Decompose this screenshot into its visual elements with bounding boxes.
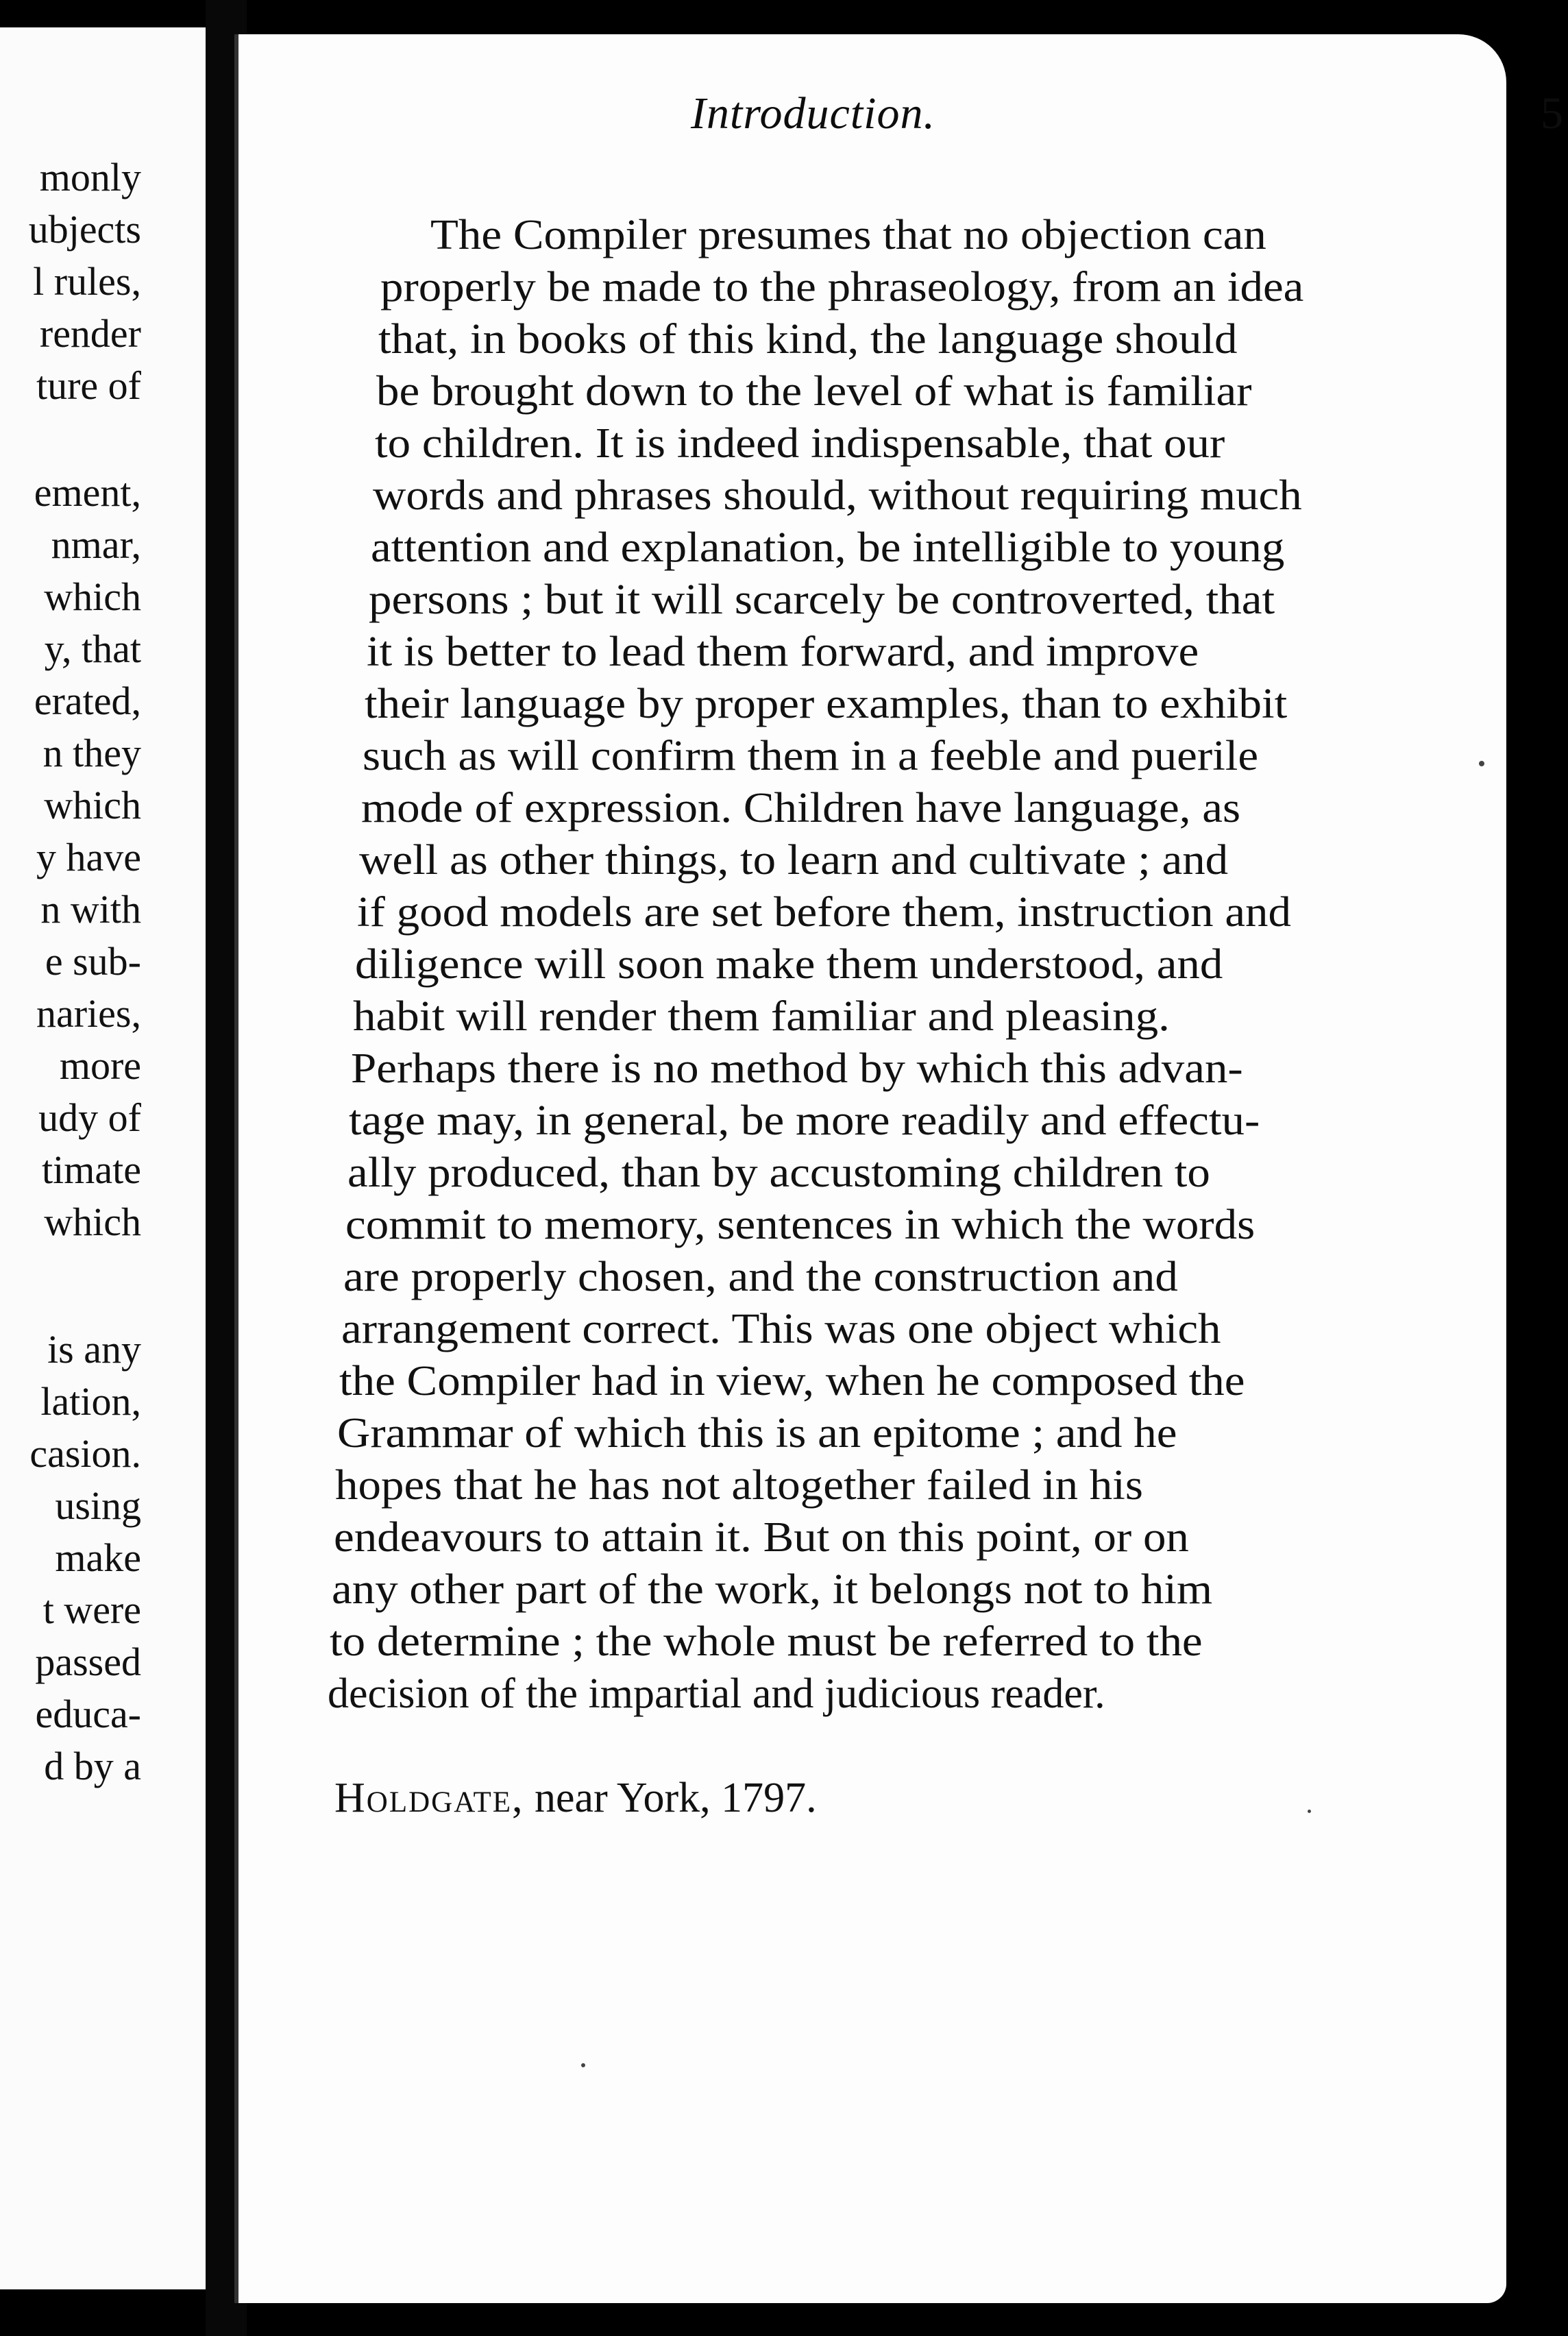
body-text-line: tage may, in general, be more readily and effectu- [349,1097,1260,1144]
body-text-line: persons ; but it will scarcely be controverted, that [369,576,1275,623]
body-text-line: decision of the impartial and judicious reader. [328,1670,1105,1717]
body-text-line: arrangement correct. This was one object which [341,1306,1221,1352]
previous-page-line: which [44,574,141,619]
previous-page-line: more [59,1043,141,1088]
body-text-line: such as will confirm them in a feeble and puerile [363,733,1259,779]
page-number: 5 [1541,88,1563,138]
previous-page-line: naries, [36,991,141,1036]
body-text-line: hopes that he has not altogether failed in his [335,1462,1144,1509]
previous-page-line: timate [42,1147,141,1192]
body-text-line: attention and explanation, be intelligible to young [370,524,1285,571]
previous-page-line: monly [39,155,141,199]
body-text-line: their language by proper examples, than to exhibit [365,681,1288,727]
previous-page-line: lation, [40,1379,141,1424]
previous-page-line: using [55,1483,141,1528]
body-text-line: to children. It is indeed indispensable, that our [374,420,1225,467]
previous-page-line: y have [36,835,141,879]
previous-page-line: make [55,1535,141,1580]
previous-page-line: y, that [44,626,141,671]
previous-page-line: n with [40,887,141,932]
body-text-line: are properly chosen, and the construction and [343,1254,1178,1300]
previous-page-line: which [44,1200,141,1244]
body-text-line: commit to memory, sentences in which the words [345,1202,1255,1248]
previous-page-line: is any [47,1327,141,1372]
body-text-line: endeavours to attain it. But on this point, or on [333,1514,1189,1561]
previous-page-line: ture of [36,363,141,408]
previous-page-line: passed [35,1640,141,1684]
book-page [234,34,1563,2303]
running-head [691,88,1568,156]
signature-place: Holdgate, [334,1775,524,1821]
signature-line [334,1774,817,1823]
body-text-line: to determine ; the whole must be referred to the [329,1618,1203,1665]
paper-speck [1479,761,1484,766]
body-text-line: Perhaps there is no method by which this advan- [351,1045,1244,1092]
previous-page-line: casion. [29,1431,141,1476]
previous-page-line: nmar, [51,522,141,567]
body-text-line: it is better to lead them forward, and improve [367,629,1199,675]
body-text-line: Grammar of which this is an epitome ; and he [337,1410,1177,1457]
body-text-line: that, in books of this kind, the language should [378,316,1238,363]
body-text-line: diligence will soon make them understood, and [355,941,1223,988]
previous-page-line: t were [42,1587,141,1632]
previous-page-line: e sub- [45,939,141,984]
body-text-line: The Compiler presumes that no objection can [430,212,1266,258]
previous-page-line: which [44,783,141,827]
paper-speck [581,2063,585,2067]
previous-page-line: render [39,311,141,356]
previous-page-line: l rules, [33,259,141,304]
body-text-line: mode of expression. Children have language, as [360,785,1240,831]
body-text-line: ally produced, than by accustoming children to [347,1149,1210,1196]
body-text-line: properly be made to the phraseology, from an idea [380,264,1304,311]
signature-date: near York, 1797. [535,1775,817,1821]
previous-page-line: ubjects [28,207,141,252]
body-text-line: habit will render them familiar and pleasing. [353,993,1171,1040]
paper-speck [1308,1810,1311,1813]
previous-page-line: udy of [38,1095,141,1140]
body-text-line: be brought down to the level of what is familiar [376,368,1252,415]
body-text-line: well as other things, to learn and cultivate ; and [358,837,1228,884]
previous-page-line: ement, [34,470,141,515]
previous-page-line: n they [42,731,141,775]
previous-page-line: d by a [44,1744,141,1788]
previous-page-fragment [0,27,206,2289]
running-title: Introduction. [691,88,936,138]
previous-page-line: educa- [35,1692,141,1736]
body-text-line: if good models are set before them, instruction and [356,889,1291,936]
body-text-line: words and phrases should, without requiring much [372,472,1302,519]
body-text-line: the Compiler had in view, when he composed the [339,1358,1245,1404]
body-text-line: any other part of the work, it belongs not to him [331,1566,1212,1613]
previous-page-line: erated, [34,679,141,723]
